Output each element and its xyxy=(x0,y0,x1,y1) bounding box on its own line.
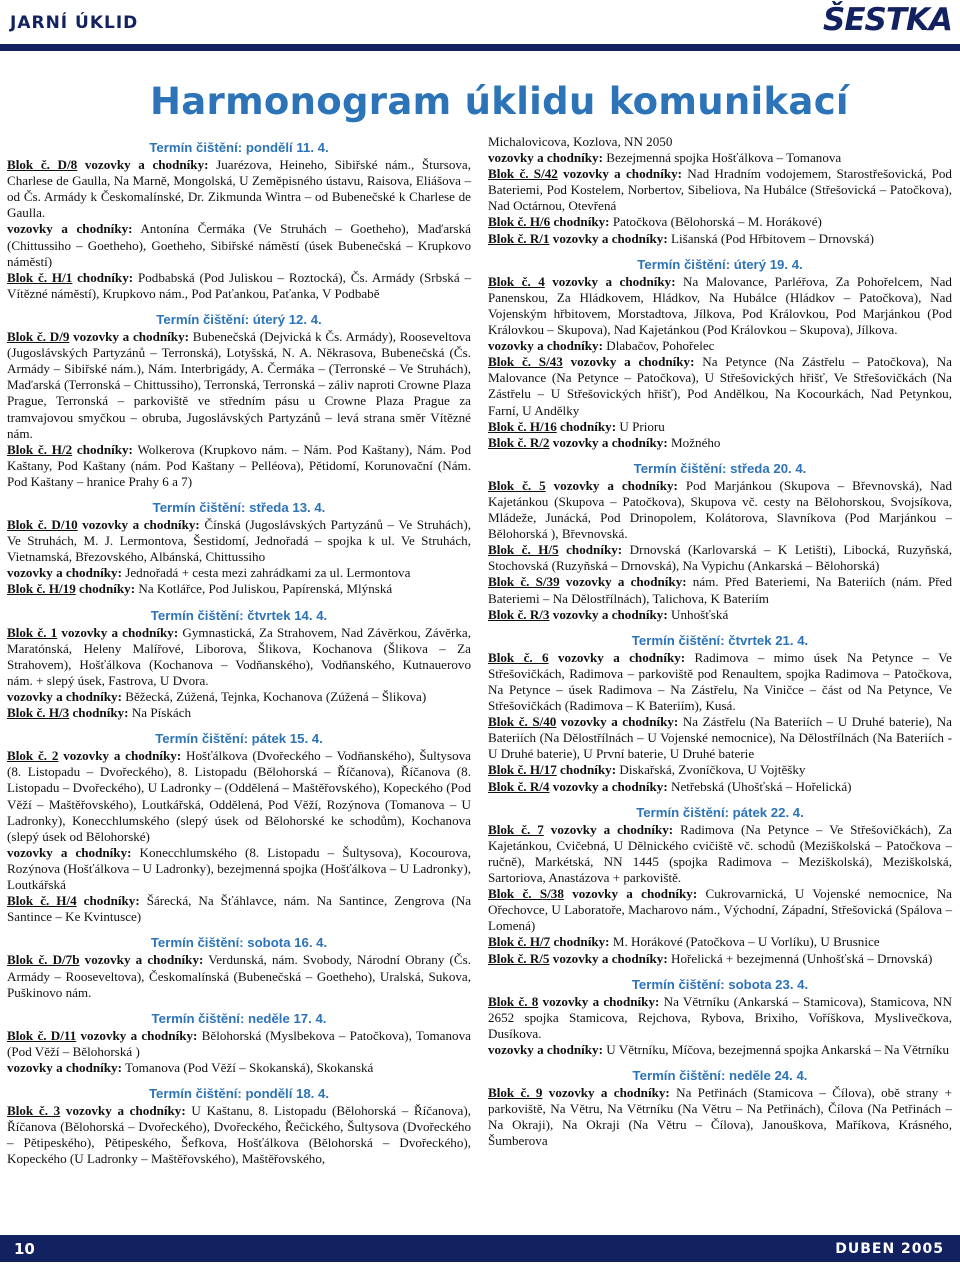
surface-type: vozovky a chodníky: xyxy=(80,1027,198,1043)
schedule-entry xyxy=(488,338,952,354)
cleaning-date-heading: Termín čištění: pondělí 11. 4. xyxy=(149,140,329,155)
header-rule xyxy=(0,44,960,51)
surface-type: vozovky a chodníky: xyxy=(552,606,668,622)
street-list: Radimova (Na Petynce – Ve Střešovičkách), Za Kajetánkou, Cvičebná, U Dělnického cvičiště vč. schodů (Meziškolská – Patočkova – ručně), Markétská, NN 1445 (spojka Radimova – Meziškolská), Meziškolská, Sartoriova, Anastázova + parkoviště. xyxy=(488,821,952,886)
surface-type: vozovky a chodníky: xyxy=(550,821,674,837)
section-label: JARNÍ ÚKLID xyxy=(10,13,139,33)
issue-label: DUBEN 2005 xyxy=(835,1241,944,1257)
cleaning-date-heading: Termín čištění: neděle 17. 4. xyxy=(151,1010,327,1026)
surface-type: vozovky a chodníky: xyxy=(7,844,132,860)
block-label: Blok č. R/2 xyxy=(488,434,550,450)
schedule-entry xyxy=(488,886,952,934)
block-label: Blok č. H/16 xyxy=(488,418,557,434)
surface-type: chodníky: xyxy=(79,581,136,597)
block-label: Blok č. S/38 xyxy=(488,886,564,902)
surface-type: vozovky a chodníky: xyxy=(557,649,686,665)
cleaning-date-heading: Termín čištění: úterý 12. 4. xyxy=(156,311,322,327)
cleaning-date-heading: Termín čištění: neděle 24. 4. xyxy=(632,1068,808,1084)
surface-type: chodníky: xyxy=(553,214,610,230)
schedule-entry xyxy=(488,542,952,574)
schedule-entry xyxy=(488,134,952,150)
footer-bar xyxy=(0,1235,960,1262)
street-list: Tomanova (Pod Věží – Skokanská), Skokanská xyxy=(125,1059,374,1075)
street-list: Čínská (Jugoslávských Partyzánů – Ve Struhách), Ve Struhách, M. J. Lermontova, Šestidomí, Jednořadá – spojka k ul. Ve Struhách, Vietnamská, Březovského, Albánská, Chittussiho xyxy=(7,517,471,565)
street-list: Diskařská, Zvoníčkova, U Vojtěšky xyxy=(619,762,806,778)
schedule-entry xyxy=(7,625,471,689)
surface-type: chodníky: xyxy=(560,762,617,778)
schedule-entry xyxy=(488,478,952,542)
block-label: Blok č. D/8 xyxy=(7,157,78,173)
schedule-entry xyxy=(488,951,952,967)
surface-type: vozovky a chodníky: xyxy=(552,778,668,794)
street-list: Drnovská (Karlovarská – K Letišti), Libocká, Ruzyňská, Stochovská (Ruzyňská – Drnovská), Na Vypichu (Ankarská – Bělohorská) xyxy=(488,542,952,574)
page-number: 10 xyxy=(14,1240,35,1258)
street-list: Bubenečská (Dejvická k Čs. Armády), Rooseveltova (Jugoslávských Partyzánů – Terronská), Lotyšská, N. A. Někrasova, Bubenečská (Čs. Armády – Sibiřské nám.), Nám. Interbrigády, A. Čermáka – (Terronské – Ve Struhách), Maďarská (Terronská – Chittussiho), Terronská, Terronská – záliv naproti Crowne Plaza Prague, Terronská – parkoviště ve středním pásu u Crowne Plaza Prague za tramvajovou smyčkou – obruba, Jugoslávských Partyzánů – levá strana směr Vítězné nám. xyxy=(7,329,471,441)
schedule-entry xyxy=(7,270,471,302)
block-label: Blok č. 9 xyxy=(488,1085,543,1101)
schedule-entry xyxy=(488,574,952,606)
street-list: Wolkerova (Krupkovo nám. – Nám. Pod Kaštany), Nám. Pod Kaštany, Pod Kaštany (nám. Pod Kaštany – Pelléova), Pětidomí, Korunovační (Nám. Pod Kaštany – hranice Prahy 6 a 7) xyxy=(7,441,472,489)
block-label: Blok č. H/17 xyxy=(488,762,557,778)
left-column xyxy=(7,134,471,1168)
street-list: Běžecká, Zúžená, Tejnka, Kochanova (Zúžená – Šlikova) xyxy=(125,689,427,704)
schedule-entry xyxy=(7,329,471,442)
surface-type: vozovky a chodníky: xyxy=(488,338,603,354)
page-title: Harmonogram úklidu komunikací xyxy=(150,80,849,123)
street-list: Bezejmenná spojka Hošťálkova – Tomanova xyxy=(606,150,842,166)
street-list: Konecchlumského (8. Listopadu – Šultysova), Kocourova, Rozýnova (Hošťálkova – U Ladronky), bezejmenná spojka (Hošťálkova – U Ladronky), Loutkářská xyxy=(7,844,471,893)
cleaning-date-heading: Termín čištění: sobota 23. 4. xyxy=(631,976,809,992)
cleaning-date-heading: Termín čištění: sobota 16. 4. xyxy=(150,935,328,951)
schedule-entry xyxy=(488,607,952,623)
block-label: Blok č. H/19 xyxy=(7,581,76,597)
schedule-entry xyxy=(7,1103,471,1167)
street-list: Patočkova (Bělohorská – M. Horákové) xyxy=(612,214,822,230)
street-list: Netřebská (Uhošťská – Hořelická) xyxy=(671,778,852,794)
surface-type: vozovky a chodníky: xyxy=(552,950,668,966)
cleaning-date-heading: Termín čištění: úterý 19. 4. xyxy=(637,256,803,272)
cleaning-date-heading: Termín čištění: čtvrtek 21. 4. xyxy=(631,632,809,648)
street-list: Možného xyxy=(671,434,721,450)
schedule-entry xyxy=(488,435,952,451)
block-label: Blok č. D/11 xyxy=(7,1027,77,1043)
schedule-entry xyxy=(7,705,471,721)
surface-type: vozovky a chodníky: xyxy=(488,1041,603,1057)
street-list: Jednořadá + cesta mezi zahrádkami za ul. Lermontova xyxy=(125,565,411,581)
schedule-entry xyxy=(488,354,952,418)
schedule-entry xyxy=(7,517,471,565)
surface-type: vozovky a chodníky: xyxy=(560,714,679,730)
surface-type: chodníky: xyxy=(77,269,134,285)
street-list: Na Kotlářce, Pod Juliskou, Papírenská, Mlýnská xyxy=(138,581,393,597)
block-label: Blok č. H/4 xyxy=(7,893,77,909)
schedule-entry xyxy=(488,934,952,950)
street-list: Na Pískách xyxy=(131,705,192,721)
surface-type: vozovky a chodníky: xyxy=(565,574,687,590)
surface-type: vozovky a chodníky: xyxy=(61,624,179,640)
schedule-entry xyxy=(7,581,471,597)
schedule-entry xyxy=(7,565,471,581)
street-list: Na Petřinách (Stamicova – Čílova), obě strany + parkoviště, Na Větru, Na Větrníku (Na Větru – Na Petřinách), Čílova (Na Petřinách – Na Okraji), Na Okraji (Na Větru – Čílova), Janouškova, Maříkova, Krásného, Šumberova xyxy=(488,1085,952,1149)
street-list: Antonína Čermáka (Ve Struhách – Goetheho), Maďarská (Chittussiho – Goetheho), Goetheho, Sibiřské náměstí (úsek Bubenečská – Krupkovo náměstí) xyxy=(7,221,471,269)
schedule-entry xyxy=(7,1028,471,1060)
street-list: Nad Hradním vodojemem, Starostřešovická, Pod Bateriemi, Pod Kostelem, Norbertov, Sibeliova, Na Hubálce (Střešovická – Patočkova), Nad Octárnou, Otevřená xyxy=(488,166,952,214)
block-label: Blok č. 7 xyxy=(488,821,544,837)
surface-type: chodníky: xyxy=(560,418,617,434)
surface-type: vozovky a chodníky: xyxy=(542,993,660,1009)
schedule-entry xyxy=(488,274,952,338)
block-label: Blok č. 1 xyxy=(7,624,58,640)
street-list: M. Horákové (Patočkova – U Vorlíku), U Brusnice xyxy=(612,934,880,950)
street-list: Dlabačov, Pohořelec xyxy=(606,338,715,354)
block-label: Blok č. S/39 xyxy=(488,574,560,590)
street-list: Verdunská, nám. Svobody, Národní Obrany (Čs. Armády – Rooseveltova), Českomalínská (Bubenečská – Goetheho), Uralská, Sukova, Puškinovo nám. xyxy=(7,952,471,1000)
schedule-entry xyxy=(488,150,952,166)
cleaning-date-heading: Termín čištění: středa 20. 4. xyxy=(633,460,807,476)
street-list: Hošťálkova (Dvořeckého – Vodňanského), Šultysova (8. Listopadu – Dvořeckého), 8. Listopadu (Bělohorská – Říčanova), Říčanova (8. Listopadu – Dvořeckého), U Ladronky – (Oddělená – Maštěřovského), Kopeckého (Pod Věží – Maštěřovského), Loutkářská, Oddělená, Pod Věží, Rozýnova (Tomanova – U Ladronky), Konecchlumského (slepý úsek od Bělohorské ke schodům), Kochanova (slepý úsek od Bělohorské) xyxy=(7,748,471,844)
surface-type: chodníky: xyxy=(566,542,623,558)
street-list: Unhošťská xyxy=(671,606,729,622)
schedule-entry xyxy=(488,714,952,762)
cleaning-date-heading: Termín čištění: středa 13. 4. xyxy=(152,499,326,515)
block-label: Blok č. H/3 xyxy=(7,705,70,721)
block-label: Blok č. H/7 xyxy=(488,934,551,950)
surface-type: vozovky a chodníky: xyxy=(7,221,133,237)
street-list: Hořelická + bezejmenná (Unhošťská – Drnovská) xyxy=(671,950,933,966)
surface-type: vozovky a chodníky: xyxy=(572,886,698,902)
surface-type: vozovky a chodníky: xyxy=(84,952,204,968)
block-label: Blok č. 3 xyxy=(7,1103,61,1119)
street-list: Na Malovance, Parléřova, Za Pohořelcem, Nad Panenskou, Za Hládkovem, Hládkov, Na Hubálce (Hládkov – Patočkova), Nad Vojenským hřbitovem, Morstadtova, Jílkova, Pod Královkou, Pod Marjánkou (Pod Královkou – Skupova), Nad Kajetánkou (Pod Královkou – Skupova), Jílkova. xyxy=(488,273,952,338)
block-label: Blok č. 5 xyxy=(488,477,546,493)
surface-type: vozovky a chodníky: xyxy=(84,157,209,173)
schedule-entry xyxy=(7,845,471,893)
surface-type: vozovky a chodníky: xyxy=(548,1085,670,1101)
cleaning-date-heading: Termín čištění: pondělí 18. 4. xyxy=(148,1086,330,1102)
schedule-entry xyxy=(7,221,471,269)
surface-type: vozovky a chodníky: xyxy=(552,230,668,246)
schedule-entry xyxy=(488,1042,952,1058)
block-label: Blok č. R/5 xyxy=(488,950,550,966)
schedule-entry xyxy=(7,952,471,1000)
street-list: Na Zástřelu (Na Bateriích – U Druhé baterie), Na Bateriích (Na Dělostřílnách – U Vojenské nemocnice), Na Dělostřílnách (Na Bateriích - U Druhé baterie), U První baterie, U Druhé baterie xyxy=(488,714,952,762)
schedule-entry xyxy=(488,994,952,1042)
cleaning-date-heading: Termín čištění: čtvrtek 14. 4. xyxy=(150,607,328,623)
surface-type: vozovky a chodníky: xyxy=(552,434,668,450)
cleaning-date-heading: Termín čištění: pátek 22. 4. xyxy=(636,804,804,820)
sestka-logo: ŠESTKA xyxy=(823,2,952,38)
street-list: Cukrovarnická, U Vojenské nemocnice, Na Ořechovce, U Laboratoře, Macharovo nám., Východní, Západní, Střešovická (Spálova – Lomená) xyxy=(488,886,952,934)
block-label: Blok č. H/6 xyxy=(488,214,551,230)
block-label: Blok č. D/10 xyxy=(7,517,78,533)
schedule-entry xyxy=(488,762,952,778)
surface-type: chodníky: xyxy=(72,705,129,721)
block-label: Blok č. S/42 xyxy=(488,166,558,182)
surface-type: vozovky a chodníky: xyxy=(552,273,676,289)
block-label: Blok č. 4 xyxy=(488,273,545,289)
block-label: Blok č. 8 xyxy=(488,993,539,1009)
street-list: Bělohorská (Myslbekova – Patočkova), Tomanova (Pod Věží – Bělohorská ) xyxy=(7,1027,471,1059)
block-label: Blok č. H/2 xyxy=(7,441,73,457)
surface-type: chodníky: xyxy=(76,441,133,457)
surface-type: vozovky a chodníky: xyxy=(65,1103,186,1119)
schedule-entry xyxy=(7,748,471,845)
surface-type: vozovky a chodníky: xyxy=(63,748,182,764)
street-list: Radimova – mimo úsek Na Petynce – Ve Střešovičkách, Radimova – parkoviště pod Renaultem, spojka Radimova – Patočkova, Na Petynce – úsek Radimova – Na Zástřelu, Na Viničce – část od Na Petynce, Ve Střešovičkách (Radimova – K Bateriím), Kusá. xyxy=(488,649,952,714)
block-label: Blok č. R/3 xyxy=(488,606,550,622)
block-label: Blok č. S/43 xyxy=(488,354,563,370)
block-label: Blok č. 6 xyxy=(488,649,549,665)
block-label: Blok č. D/7b xyxy=(7,952,80,968)
block-label: Blok č. R/1 xyxy=(488,230,550,246)
surface-type: vozovky a chodníky: xyxy=(488,150,603,166)
surface-type: chodníky: xyxy=(553,934,610,950)
street-list: Gymnastická, Za Strahovem, Nad Závěrkou, Závěrka, Maratónská, Heleny Malířové, Liborova, Šlikova, Kochanova (Šlikova – Za Strahovem), Hošťálkova (Kochanova – Vodňanského), Vodňanského, Kutnauerovo nám. + slepý úsek, Fastrova, U Dvora. xyxy=(7,624,471,688)
street-list: U Kaštanu, 8. Listopadu (Bělohorská – Říčanova), Říčanova (Bělohorská – Dvořeckého), Dvořeckého, Řečického, Šultysova (Dvořeckého – Pětipeského), Pětipeského, Šefkova, Hošťálkova (Bělohorská – Dvořeckého), Kopeckého (U Ladronky – Maštěřovského), Maštěřovského, xyxy=(7,1103,472,1167)
schedule-entry xyxy=(7,442,471,490)
schedule-entry xyxy=(488,822,952,886)
header-bar xyxy=(0,0,960,44)
schedule-entry xyxy=(488,214,952,230)
schedule-entry xyxy=(488,779,952,795)
schedule-entry xyxy=(7,157,471,221)
street-list: Šárecká, Na Šťáhlavce, nám. Na Santince, Zengrova (Na Santince – Ke Kvintusce) xyxy=(7,893,472,925)
surface-type: vozovky a chodníky: xyxy=(570,354,695,370)
schedule-entry xyxy=(488,419,952,435)
street-list: Podbabská (Pod Juliskou – Roztocká), Čs. Armády (Srbská – Vítězné náměstí), Krupkovo nám., Pod Paťankou, Paťanka, V Podbabě xyxy=(7,269,472,301)
right-column xyxy=(488,134,952,1150)
block-label: Blok č. 2 xyxy=(7,748,59,764)
surface-type: chodníky: xyxy=(83,893,140,909)
street-list: nám. Před Bateriemi, Na Bateriích (nám. Před Bateriemi – Na Dělostřílnách), Talichova, K Bateriím xyxy=(488,574,952,606)
street-list: U Prioru xyxy=(619,418,665,434)
block-label: Blok č. S/40 xyxy=(488,714,557,730)
surface-type: vozovky a chodníky: xyxy=(73,329,189,345)
block-label: Blok č. H/5 xyxy=(488,542,559,558)
street-list: Michalovicova, Kozlova, NN 2050 xyxy=(488,134,673,149)
schedule-entry xyxy=(7,893,471,925)
schedule-entry xyxy=(7,1060,471,1076)
surface-type: vozovky a chodníky: xyxy=(7,1059,122,1075)
surface-type: vozovky a chodníky: xyxy=(563,166,683,182)
street-list: Na Petynce (Na Zástřelu – Patočkova), Na Malovance (Na Petynce – Patočkova), U Střešovických hřišť, Ve Střešovičkách (Na Zástřelu – U Střešovických hřišť), Pod Andělkou, Na Kocourkách, Nad Petynkou, Farní, U Andělky xyxy=(488,354,952,418)
block-label: Blok č. D/9 xyxy=(7,329,70,345)
schedule-entry xyxy=(488,650,952,714)
surface-type: vozovky a chodníky: xyxy=(7,689,122,704)
schedule-entry xyxy=(7,689,471,705)
schedule-entry xyxy=(488,231,952,247)
surface-type: vozovky a chodníky: xyxy=(553,477,678,493)
street-list: Lišanská (Pod Hřbitovem – Drnovská) xyxy=(671,230,874,246)
schedule-entry xyxy=(488,1085,952,1149)
schedule-entry xyxy=(488,166,952,214)
street-list: Juarézova, Heineho, Sibiřské nám., Štursova, Charlese de Gaulla, Na Marně, Mongolská, U Zeměpisného ústavu, Raisova, Eliášova – od Čs. Armády k Českomalínské, Dr. Zikmunda Wintra – od Bubenečské k Charlese de Gaulla. xyxy=(7,157,472,221)
surface-type: vozovky a chodníky: xyxy=(7,565,122,581)
street-list: Na Větrníku (Ankarská – Stamicova), Stamicova, NN 2652 spojka Stamicova, Rejchova, Rybova, Brixiho, Voříškova, Myslivečkova, Dusíkova. xyxy=(488,993,952,1041)
street-list: U Větrníku, Míčova, bezejmenná spojka Ankarská – Na Větrníku xyxy=(606,1041,950,1057)
street-list: Pod Marjánkou (Skupova – Břevnovská), Nad Kajetánkou (Skupova – Patočkova), Skupova vč. cesty na Bělohorskou, Svojsíkova, Mládeže, Junácká, Pod Drinopolem, Kolátorova, Slavníkova (Pod Marjánkou – Bělohorská ), Břevnovská. xyxy=(488,477,952,542)
cleaning-date-heading: Termín čištění: pátek 15. 4. xyxy=(155,731,323,747)
block-label: Blok č. R/4 xyxy=(488,778,550,794)
surface-type: vozovky a chodníky: xyxy=(82,517,200,533)
block-label: Blok č. H/1 xyxy=(7,269,73,285)
